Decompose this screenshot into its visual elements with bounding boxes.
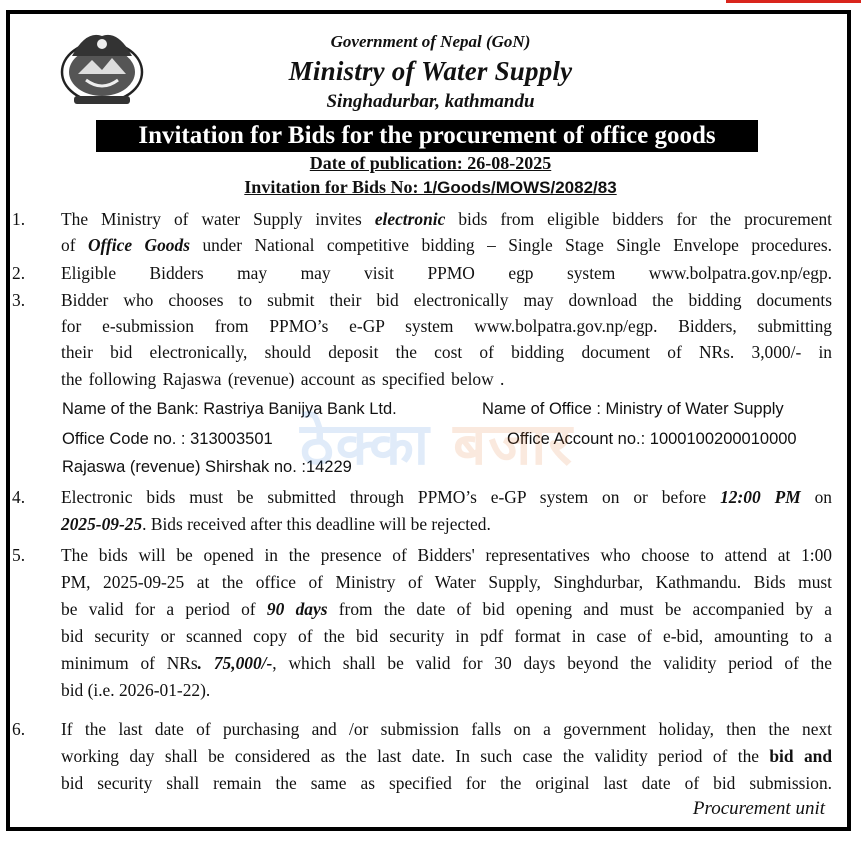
office-name: Name of Office : Ministry of Water Supply — [482, 400, 784, 418]
item-3-line-2: for e-submission from PPMO’s e-GP system www.bolpatra.gov.np/egp. Bidders, submitting — [61, 316, 832, 336]
item-3-line-4: the following Rajaswa (revenue) account as specified below . — [61, 369, 505, 389]
item-6-line-2: working day shall be considered as the last date. In such case the validity period of the bid and — [61, 746, 832, 766]
item-2-line-1: Eligible Bidders may may visit PPMO egp system www.bolpatra.gov.np/egp. — [61, 263, 832, 283]
watermark-logo: ठेक्का बजार — [300, 410, 574, 478]
publication-date-text: Date of publication: 26-08-2025 — [309, 153, 552, 173]
location-heading: Singhadurbar, kathmandu — [326, 91, 535, 112]
item-5-line-5: minimum of NRs. 75,000/-, which shall be valid for 30 days beyond the validity period of the — [61, 653, 832, 673]
ifb-number-label: Invitation for Bids No: — [244, 177, 423, 197]
item-number: 6. — [12, 719, 26, 739]
item-number: 2. — [12, 263, 26, 283]
item-5-line-3: be valid for a period of 90 days from the date of bid opening and must be accompanied by a — [61, 599, 832, 619]
signoff: Procurement unit — [692, 798, 825, 819]
item-number: 5. — [12, 545, 26, 565]
item-number: 1. — [12, 209, 26, 229]
item-5-line-1: The bids will be opened in the presence of Bidders' representatives who choose to attend at 1:00 — [61, 545, 832, 565]
office-code: Office Code no. : 313003501 — [62, 430, 273, 448]
item-1-line-2: of Office Goods under National competitive bidding – Single Stage Single Envelope procedures. — [61, 235, 832, 255]
publication-date — [0, 153, 861, 174]
bank-name: Name of the Bank: Rastriya Banijya Bank Ltd. — [62, 400, 397, 418]
item-3-line-1: Bidder who chooses to submit their bid electronically may download the bidding documents — [61, 290, 832, 310]
item-6-line-1: If the last date of purchasing and /or submission falls on a government holiday, then the next — [61, 719, 832, 739]
corner-accent-bar — [726, 0, 861, 3]
notice-title: Invitation for Bids for the procurement of office goods — [96, 120, 758, 152]
item-3-line-3: their bid electronically, should deposit the cost of bidding document of NRs. 3,000/- in — [61, 342, 832, 362]
item-1-line-1: The Ministry of water Supply invites electronic bids from eligible bidders for the procurement — [61, 209, 832, 229]
item-number: 3. — [12, 290, 26, 310]
ifb-number-value: 1/Goods/MOWS/2082/83 — [423, 178, 617, 197]
revenue-shirshak: Rajaswa (revenue) Shirshak no. :14229 — [62, 458, 352, 476]
item-6-line-3: bid security shall remain the same as specified for the original last date of bid submission. — [61, 773, 832, 793]
ifb-number — [0, 177, 861, 198]
item-5-line-4: bid security or scanned copy of the bid security in pdf format in case of e-bid, amounting to a — [61, 626, 832, 646]
item-4-line-1: Electronic bids must be submitted through PPMO’s e-GP system on or before 12:00 PM on — [61, 487, 832, 507]
item-4-line-2: 2025-09-25. Bids received after this deadline will be rejected. — [61, 514, 491, 534]
item-5-line-6: bid (i.e. 2026-01-22). — [61, 680, 211, 700]
item-5-line-2: PM, 2025-09-25 at the office of Ministry of Water Supply, Singhdurbar, Kathmandu. Bids must — [61, 572, 832, 592]
ministry-heading: Ministry of Water Supply — [288, 56, 573, 86]
item-number: 4. — [12, 487, 26, 507]
office-account: Office Account no.: 1000100200010000 — [507, 430, 797, 448]
government-heading: Government of Nepal (GoN) — [330, 32, 531, 51]
